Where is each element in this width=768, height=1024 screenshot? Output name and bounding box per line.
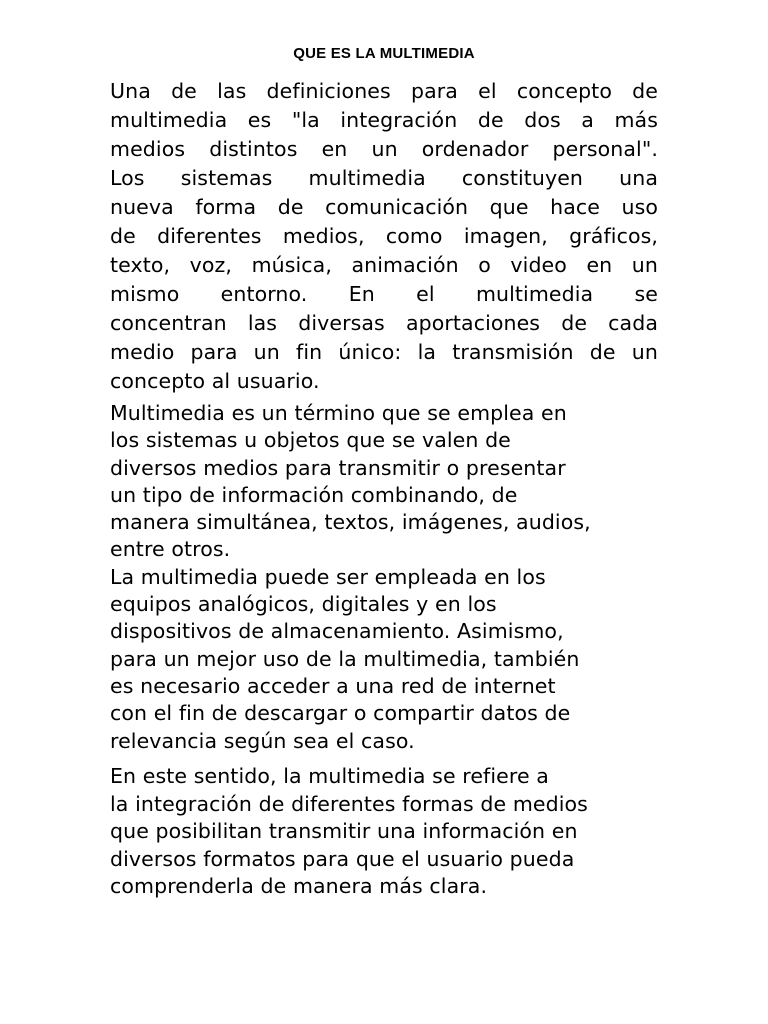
paragraph-line: multimedia es "la integración de dos a más [110,108,658,132]
paragraph-line: con el fin de descargar o compartir datos de [110,701,571,726]
paragraph-line: relevancia según sea el caso. [110,728,415,753]
paragraph-line: es necesario acceder a una red de internet [110,673,556,698]
paragraph-line: manera simultánea, textos, imágenes, audios, [110,510,591,535]
paragraph-line: entre otros. [110,537,231,562]
paragraph-line: que posibilitan transmitir una información en [110,819,578,843]
paragraph-line: medios distintos en un ordenador personal". [110,137,658,161]
paragraph-line: de diferentes medios, como imagen, gráficos, [110,224,658,248]
paragraph-line: medio para un fin único: la transmisión de un [110,340,658,364]
paragraph-line: los sistemas u objetos que se valen de [110,428,511,453]
paragraph-line: concepto al usuario. [110,369,320,393]
paragraph-line: equipos analógicos, digitales y en los [110,592,497,617]
paragraph-definition [110,77,658,396]
paragraph-line: Multimedia es un término que se emplea en [110,401,567,425]
paragraph-line: diversos formatos para que el usuario pueda [110,846,575,871]
paragraph-term-usage [110,400,658,755]
paragraph-line: nueva forma de comunicación que hace uso [110,195,658,219]
paragraph-line: dispositivos de almacenamiento. Asimismo, [110,619,564,644]
paragraph-line: En este sentido, la multimedia se refiere a [110,764,549,788]
document-title: QUE ES LA MULTIMEDIA [293,45,475,62]
paragraph-line: Los sistemas multimedia constituyen una [110,166,658,190]
paragraph-line: comprenderla de manera más clara. [110,874,488,898]
paragraph-line: la integración de diferentes formas de medios [110,791,588,816]
paragraph-line: texto, voz, música, animación o video en un [110,253,658,277]
paragraph-line: diversos medios para transmitir o presentar [110,455,566,480]
paragraph-line: un tipo de información combinando, de [110,482,518,507]
paragraph-line: para un mejor uso de la multimedia, también [110,646,580,671]
paragraph-line: mismo entorno. En el multimedia se [110,282,658,306]
paragraph-line: Una de las definiciones para el concepto de [110,79,658,103]
paragraph-line: concentran las diversas aportaciones de cada [110,311,658,335]
paragraph-line: La multimedia puede ser empleada en los [110,564,546,589]
paragraph-conclusion [110,763,658,901]
